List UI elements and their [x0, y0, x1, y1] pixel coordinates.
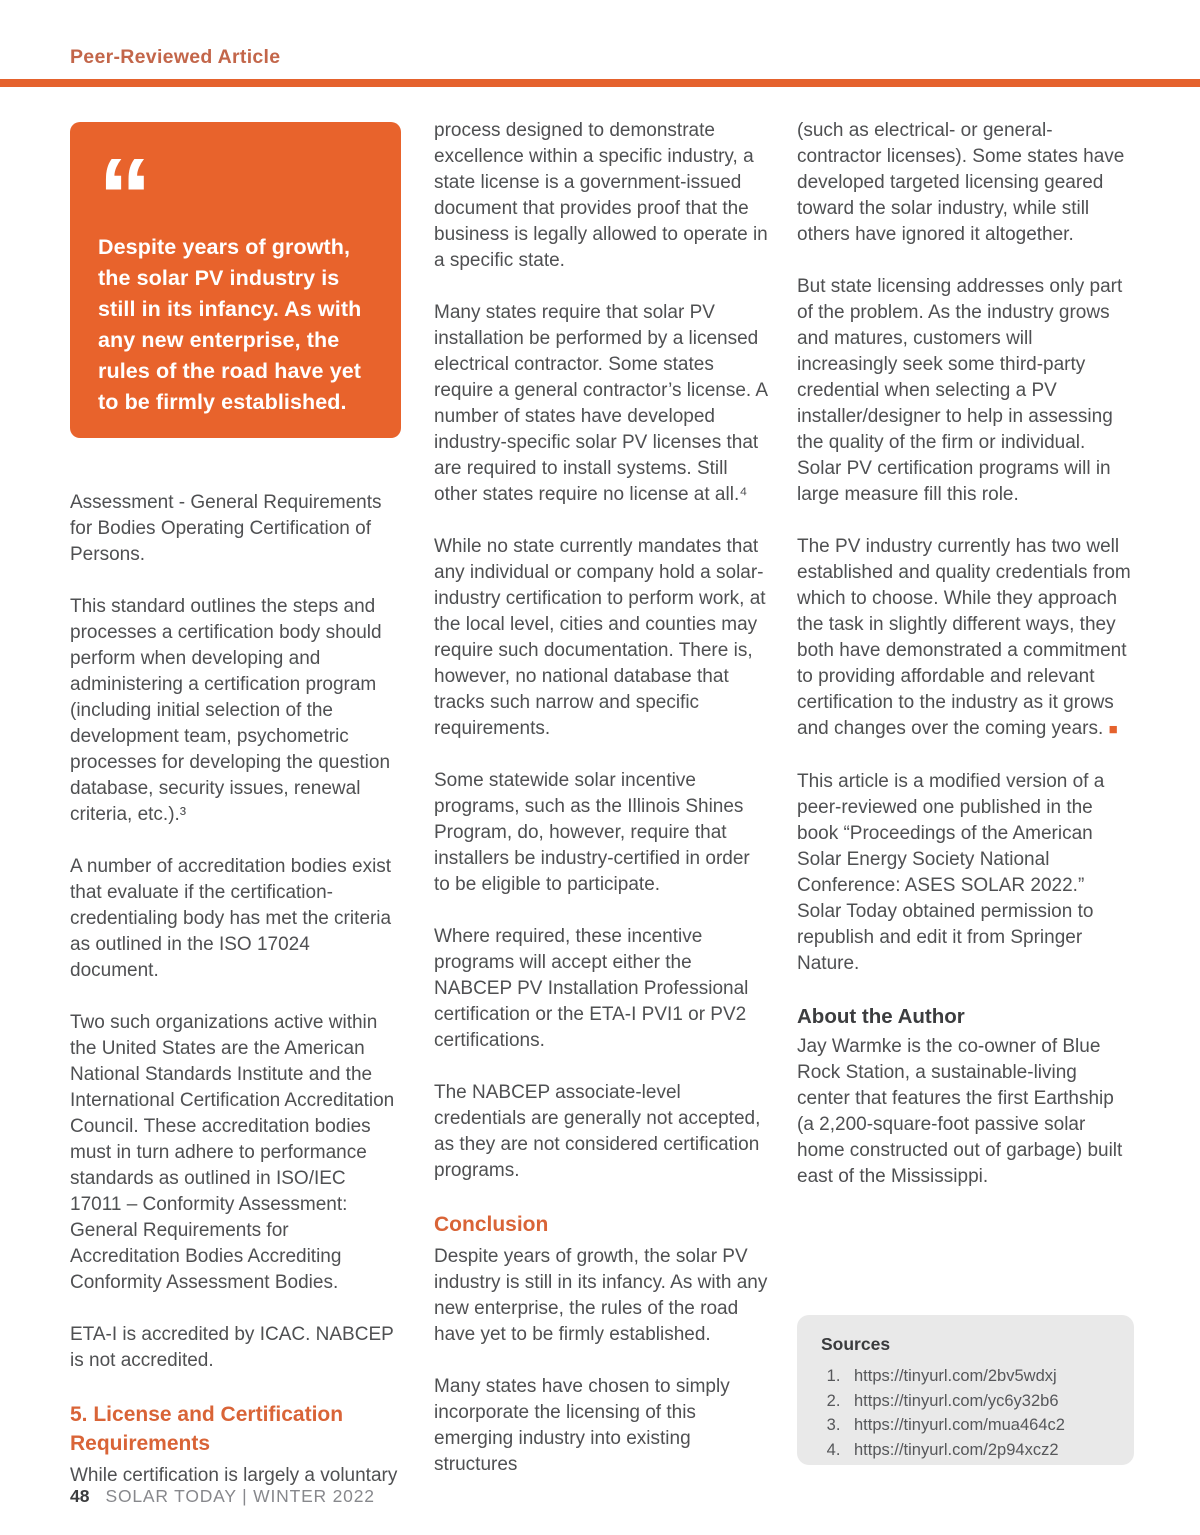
paragraph: Many states require that solar PV installation be performed by a licensed electrical contractor. Some states require a general contractor’s license. A number of states have developed industry-specific solar PV licenses that are required to install systems. Still other states require no license at all.⁴: [434, 302, 768, 505]
pull-quote-box: [70, 122, 401, 438]
section-heading-license-requirements: 5. License and Certification Requirements: [70, 1403, 344, 1455]
paragraph: [797, 534, 1133, 743]
article-type-label: Peer-Reviewed Article: [70, 46, 281, 68]
paragraph: process designed to demonstrate excellence within a specific industry, a state license is a government-issued document that provides proof that the business is legally allowed to operate in a specific state.: [434, 120, 768, 271]
source-link: 4. https://tinyurl.com/2p94xcz2: [845, 1438, 1110, 1463]
sources-title: Sources: [821, 1334, 891, 1354]
paragraph: Two such organizations active within the United States are the American National Standards Institute and the International Certification Accreditation Council. These accreditation bodies must in turn adhere to performance standards as outlined in ISO/IEC 17011 – Conformity Assessment: General Requirements for Accreditation Bodies Accrediting Conformity Assessment Bodies.: [70, 1012, 395, 1293]
paragraph: (such as electrical- or general-contractor licenses). Some states have developed targeted licensing geared toward the solar industry, while still others have ignored it altogether.: [797, 120, 1125, 245]
author-bio: Jay Warmke is the co-owner of Blue Rock Station, a sustainable-living center that features the first Earthship (a 2,200-square-foot passive solar home constructed out of garbage) built east of the Mississippi.: [797, 1036, 1123, 1187]
sources-box: [797, 1315, 1134, 1465]
paragraph: Many states have chosen to simply incorporate the licensing of this emerging industry into existing structures: [434, 1376, 730, 1475]
source-link: 3. https://tinyurl.com/mua464c2: [845, 1413, 1110, 1438]
paragraph: While certification is largely a voluntary: [70, 1465, 398, 1486]
paragraph: Assessment - General Requirements for Bodies Operating Certification of Persons.: [70, 492, 382, 565]
paragraph: The NABCEP associate-level credentials are generally not accepted, as they are not considered certification programs.: [434, 1082, 761, 1181]
paragraph: Where required, these incentive programs will accept either the NABCEP PV Installation Professional certification or the ETA-I PVI1 or PV2 certifications.: [434, 926, 749, 1051]
paragraph: A number of accreditation bodies exist that evaluate if the certification-credentialing body has met the criteria as outlined in the ISO 17024 document.: [70, 856, 392, 981]
paragraph: Despite years of growth, the solar PV industry is still in its infancy. As with any new enterprise, the rules of the road have yet to be firmly established.: [434, 1246, 768, 1345]
paragraph: But state licensing addresses only part of the problem. As the industry grows and matures, customers will increasingly seek some third-party credential when selecting a PV installer/designer to help in assessing the quality of the firm or individual. Solar PV certification programs will in large measure fill this role.: [797, 276, 1123, 505]
column-2: [434, 118, 770, 1504]
quote-mark-icon: “: [98, 135, 147, 256]
paragraph: This standard outlines the steps and processes a certification body should perform when developing and administering a certification program (including initial selection of the development team, psychometric processes for developing the question database, security issues, renewal criteria, etc.).³: [70, 596, 391, 825]
sources-list: [821, 1364, 1110, 1462]
pull-quote-text: Despite years of growth, the solar PV industry is still in its infancy. As with any new enterprise, the rules of the road have yet to be firmly established.: [98, 235, 362, 414]
paragraph: Some statewide solar incentive programs, such as the Illinois Shines Program, do, however, require that installers be industry-certified in order to be eligible to participate.: [434, 770, 750, 895]
paragraph-text: The PV industry currently has two well established and quality credentials from which to choose. While they approach the task in slightly different ways, they both have demonstrated a commitment to providing affordable and relevant certification to the industry as it grows and changes over the coming years.: [797, 536, 1131, 739]
column-3: [797, 118, 1133, 1216]
paragraph: While no state currently mandates that any individual or company hold a solar-industry certification to perform work, at the local level, cities and counties may require such documentation. There is, however, no national database that tracks such narrow and specific requirements.: [434, 536, 766, 739]
end-of-article-marker: ■: [1108, 721, 1118, 738]
section-heading-about-author: About the Author: [797, 1005, 965, 1028]
source-link: 2. https://tinyurl.com/yc6y32b6: [845, 1389, 1110, 1414]
magazine-issue-label: SOLAR TODAY | WINTER 2022: [105, 1486, 375, 1506]
source-link: 1. https://tinyurl.com/2bv5wdxj: [845, 1364, 1110, 1389]
page-footer: [70, 1486, 375, 1507]
column-1: [70, 490, 400, 1515]
page-number: 48: [70, 1486, 90, 1506]
editorial-note: This article is a modified version of a peer-reviewed one published in the book “Proceedings of the American Solar Energy Society National Conference: ASES SOLAR 2022.” Solar Today obtained permission to republish and edit it from Springer Nature.: [797, 771, 1105, 974]
header-rule: [0, 79, 1200, 87]
paragraph: ETA-I is accredited by ICAC. NABCEP is not accredited.: [70, 1324, 394, 1371]
section-heading-conclusion: Conclusion: [434, 1213, 549, 1236]
